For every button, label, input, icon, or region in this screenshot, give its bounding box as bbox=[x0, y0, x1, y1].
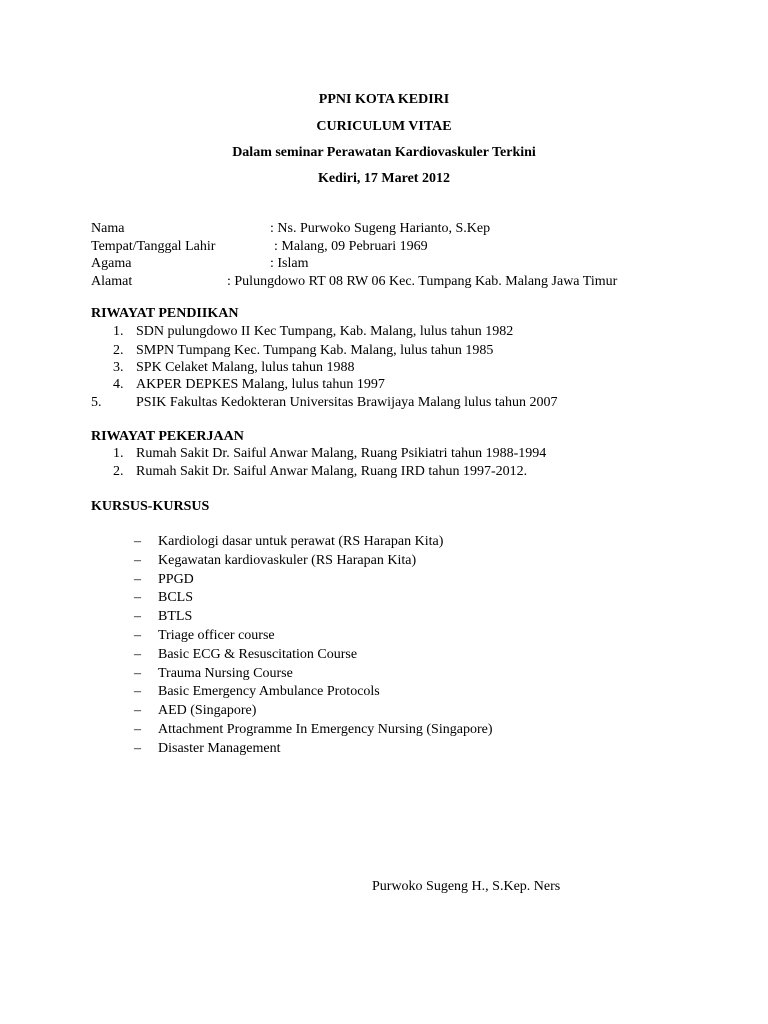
course-bullet: – bbox=[134, 590, 141, 605]
course-bullet: – bbox=[134, 534, 141, 549]
signature-name: Purwoko Sugeng H., S.Kep. Ners bbox=[372, 879, 561, 894]
course-bullet: – bbox=[134, 647, 141, 662]
course-item: Disaster Management bbox=[158, 741, 281, 756]
personal-label-alamat: Alamat bbox=[91, 274, 133, 289]
course-item: Triage officer course bbox=[158, 628, 275, 643]
place-date: Kediri, 17 Maret 2012 bbox=[318, 171, 450, 186]
personal-label-agama: Agama bbox=[91, 256, 132, 271]
doc-title: CURICULUM VITAE bbox=[316, 119, 452, 134]
personal-label-ttl: Tempat/Tanggal Lahir bbox=[91, 239, 216, 254]
course-bullet: – bbox=[134, 684, 141, 699]
work-item-num: 2. bbox=[113, 464, 124, 479]
course-bullet: – bbox=[134, 553, 141, 568]
course-bullet: – bbox=[134, 609, 141, 624]
course-item: Attachment Programme In Emergency Nursing (Singapore) bbox=[158, 722, 493, 737]
course-item: Basic ECG & Resuscitation Course bbox=[158, 647, 358, 662]
course-item: BTLS bbox=[158, 609, 193, 624]
work-item-text: Rumah Sakit Dr. Saiful Anwar Malang, Ruang Psikiatri tahun 1988-1994 bbox=[136, 446, 547, 461]
work-item-text: Rumah Sakit Dr. Saiful Anwar Malang, Ruang IRD tahun 1997-2012. bbox=[136, 464, 528, 479]
org-title: PPNI KOTA KEDIRI bbox=[318, 92, 450, 107]
course-item: BCLS bbox=[158, 590, 194, 605]
courses-heading: KURSUS-KURSUS bbox=[91, 499, 210, 514]
course-bullet: – bbox=[134, 628, 141, 643]
course-bullet: – bbox=[134, 741, 141, 756]
education-item-num: 1. bbox=[113, 324, 124, 339]
education-heading: RIWAYAT PENDIIKAN bbox=[91, 306, 239, 321]
personal-value-agama: : Islam bbox=[270, 256, 309, 271]
personal-value-nama: : Ns. Purwoko Sugeng Harianto, S.Kep bbox=[270, 221, 491, 236]
education-item-num: 2. bbox=[113, 343, 124, 358]
course-bullet: – bbox=[134, 722, 141, 737]
personal-label-nama: Nama bbox=[91, 221, 125, 236]
event-title: Dalam seminar Perawatan Kardiovaskuler Terkini bbox=[232, 145, 536, 160]
personal-value-alamat: : Pulungdowo RT 08 RW 06 Kec. Tumpang Kab. Malang Jawa Timur bbox=[227, 274, 618, 289]
education-item-num: 5. bbox=[91, 395, 102, 410]
education-item-text: SMPN Tumpang Kec. Tumpang Kab. Malang, lulus tahun 1985 bbox=[136, 343, 494, 358]
personal-value-ttl: : Malang, 09 Pebruari 1969 bbox=[274, 239, 428, 254]
education-item-text: SPK Celaket Malang, lulus tahun 1988 bbox=[136, 360, 355, 375]
course-item: AED (Singapore) bbox=[158, 703, 257, 718]
education-item-text: AKPER DEPKES Malang, lulus tahun 1997 bbox=[136, 377, 385, 392]
work-heading: RIWAYAT PEKERJAAN bbox=[91, 429, 244, 444]
education-item-num: 4. bbox=[113, 377, 124, 392]
course-bullet: – bbox=[134, 703, 141, 718]
course-item: Kardiologi dasar untuk perawat (RS Harapan Kita) bbox=[158, 534, 444, 549]
education-item-text: PSIK Fakultas Kedokteran Universitas Brawijaya Malang lulus tahun 2007 bbox=[136, 395, 558, 410]
education-item-text: SDN pulungdowo II Kec Tumpang, Kab. Malang, lulus tahun 1982 bbox=[136, 324, 514, 339]
course-item: Kegawatan kardiovaskuler (RS Harapan Kita) bbox=[158, 553, 417, 568]
course-bullet: – bbox=[134, 572, 141, 587]
course-bullet: – bbox=[134, 666, 141, 681]
course-item: Basic Emergency Ambulance Protocols bbox=[158, 684, 380, 699]
course-item: Trauma Nursing Course bbox=[158, 666, 293, 681]
course-item: PPGD bbox=[158, 572, 194, 587]
education-item-num: 3. bbox=[113, 360, 124, 375]
work-item-num: 1. bbox=[113, 446, 124, 461]
